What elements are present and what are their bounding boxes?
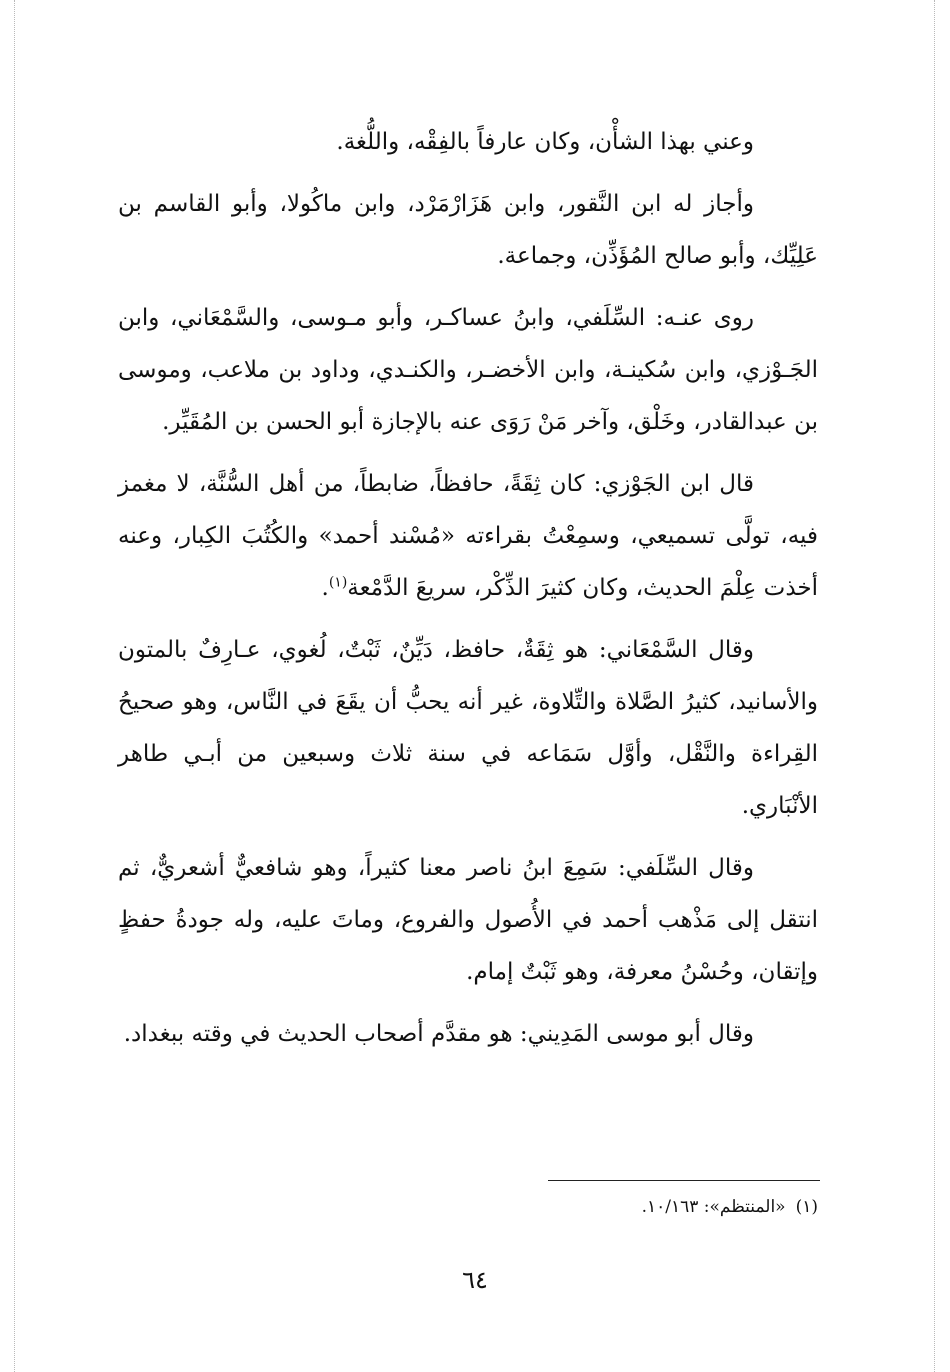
footnote-marker: (١) bbox=[795, 1197, 818, 1217]
paragraph-3: روى عنـه: السِّلَفي، وابنُ عساكـر، وأبو مـوسى، والسَّمْعَاني، وابن الجَـوْزي، وابن سُكينـة، وابن الأخضـر، والكنـدي، وداود بن ملاعب، وموسى بن عبدالقادر، وخَلْق، وآخر مَنْ رَوَى عنه بالإجازة أبو الحسن بن المُقَيِّر. bbox=[118, 305, 818, 435]
left-guide-line bbox=[14, 0, 15, 1372]
paragraph-5: وقال السَّمْعَاني: هو ثِقَةٌ، حافظ، دَيِّنٌ، ثَبْتٌ، لُغوي، عـارِفٌ بالمتون والأسانيد، كثيرُ الصَّلاة والتِّلاوة، غير أنه يحبُّ أن يقَعَ في النَّاس، وهو صحيحُ القِراءة والنَّقْل، وأوَّل سَمَاعه في سنة ثلاث وسبعين من أبـي طاهر الأنْبَاري. bbox=[118, 637, 818, 819]
footnote-separator bbox=[548, 1180, 820, 1181]
paragraph-2: وأجاز له ابن النَّقور، وابن هَزَارْمَرْد، وابن ماكُولا، وأبو القاسم بن عَلِيِّك، وأبو صالح المُؤَذِّن، وجماعة. bbox=[118, 191, 818, 269]
right-guide-line bbox=[934, 0, 935, 1372]
paragraph-6: وقال السِّلَفي: سَمِعَ ابنُ ناصر معنا كثيراً، وهو شافعيٌّ أشعريٌّ، ثم انتقل إلى مَذْهب أحمد في الأُصول والفروع، وماتَ عليه، وله جودةُ حفظٍ وإتقان، وحُسْنُ معرفة، وهو ثَبْتٌ إمام. bbox=[118, 855, 818, 985]
page-number: ٦٤ bbox=[462, 1266, 488, 1294]
paragraph-7: وقال أبو موسى المَدِيني: هو مقدَّم أصحاب الحديث في وقته ببغداد. bbox=[123, 1021, 754, 1047]
main-text-block bbox=[118, 116, 818, 1060]
footnote-text: «المنتظم»: ١٠/١٦٣. bbox=[641, 1197, 786, 1217]
paragraph-1: وعني بهذا الشأْن، وكان عارفاً بالفِقْه، واللُّغة. bbox=[336, 129, 754, 155]
paragraph-4: قال ابن الجَوْزي: كان ثِقَةً، حافظاً، ضابطاً، من أهل السُّنَّة، لا مغمز فيه، تولَّى تسميعي، وسمِعْتُ بقراءته «مُسْند أحمد» والكُتُبَ الكِبار، وعنه أخذت عِلْمَ الحديث، وكان كثيرَ الذِّكْر، سريعَ الدَّمْعة$^{(١)}$. bbox=[118, 471, 818, 601]
footnote bbox=[418, 1192, 818, 1222]
paragraph-4-end: . bbox=[321, 575, 329, 601]
footnote-reference: (١) bbox=[328, 574, 348, 591]
